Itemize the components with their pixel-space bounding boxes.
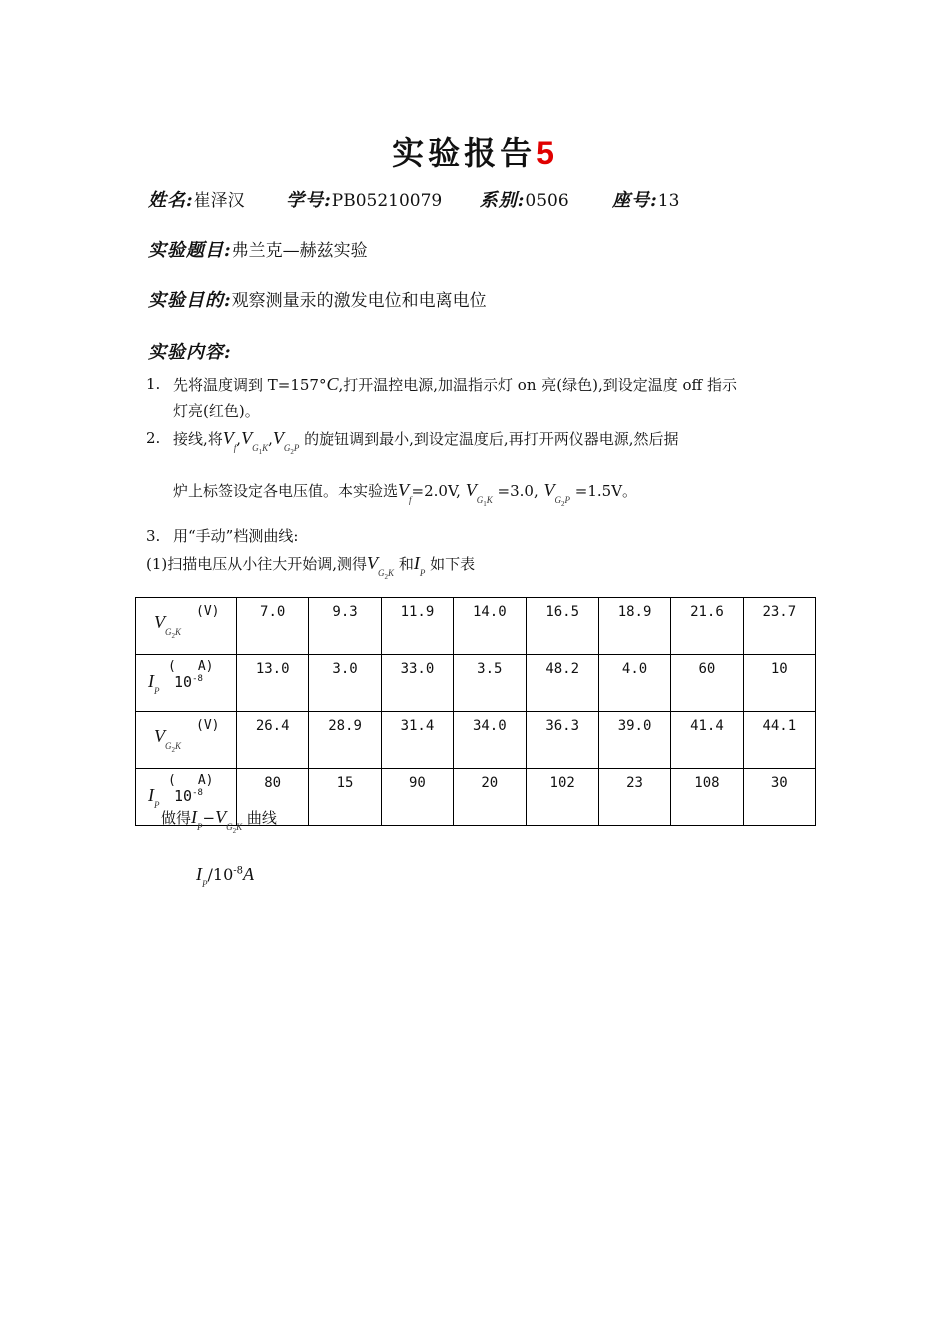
row-header-vg2k: $V_{G_2K}$ (V) [136, 598, 237, 655]
table-cell: 16.5 [526, 598, 598, 655]
table-cell: 28.9 [309, 712, 381, 769]
item-3-number: 3. [146, 527, 161, 545]
item-2-text-a: 接线,将 [173, 430, 223, 448]
symbol-i-p-2: $I_P$ [191, 807, 203, 832]
table-cell: 102 [526, 769, 598, 826]
item-3-sub-a: (1)扫描电压从小往大开始调,测得 [146, 555, 368, 573]
title-text: 实验报告 [392, 134, 537, 172]
topic-value: 弗兰克—赫兹实验 [231, 241, 368, 261]
table-cell: 36.3 [526, 712, 598, 769]
symbol-v-g1k: $V_{G_1K}$ [241, 428, 269, 456]
vg2p-value: =1.5V。 [574, 482, 638, 500]
table-cell: 10 [743, 655, 815, 712]
table-row [136, 712, 816, 769]
table-cell: 21.6 [671, 598, 743, 655]
symbol-v-g1k-2: $V_{G_1K}$ [465, 480, 493, 508]
seat-label: 座号: [612, 190, 658, 211]
symbol-v-f: $V_f$ [222, 428, 237, 453]
name-value: 崔泽汉 [193, 191, 245, 211]
table-cell: 34.0 [454, 712, 526, 769]
table-cell: 44.1 [743, 712, 815, 769]
curve-text-a: 做得 [161, 809, 192, 827]
table-cell: 18.9 [598, 598, 670, 655]
row-header-ip: $I_P$ ( A) $10^{-8}$ [136, 769, 237, 826]
item-1-text-b: ,打开温控电源,加温指示灯 on 亮(绿色),到设定温度 off 指示 [338, 376, 737, 394]
seat-value: 13 [657, 191, 680, 211]
table-cell: 15 [309, 769, 381, 826]
id-label: 学号: [286, 190, 332, 211]
table-cell: 60 [671, 655, 743, 712]
item-2-line-1 [173, 425, 678, 465]
vg1k-value: =3.0, [497, 482, 539, 500]
table-cell: 80 [237, 769, 309, 826]
item-1-line-1 [173, 371, 737, 398]
curve-text-b: 曲线 [246, 809, 277, 827]
item-1-unit: C [326, 374, 339, 394]
item-2-line-2 [173, 477, 637, 517]
measurement-table [135, 597, 816, 835]
table-cell: 4.0 [598, 655, 670, 712]
page-title [0, 128, 950, 174]
item-2-text-c: 炉上标签设定各电压值。本实验选 [173, 482, 399, 500]
item-1-text-a: 先将温度调到 T=157° [173, 376, 327, 394]
table-cell: 90 [381, 769, 453, 826]
symbol-i-p: $I_P$ [413, 553, 426, 578]
table-cell: 9.3 [309, 598, 381, 655]
symbol-v-g2p-2: $V_{G_2P}$ [543, 480, 570, 508]
comma-2: , [268, 430, 273, 448]
table-cell: 3.0 [309, 655, 381, 712]
symbol-v-g2k-2: $V_{G_2K}$ [215, 807, 243, 835]
item-3-sub-line [146, 550, 475, 590]
table-cell: 7.0 [237, 598, 309, 655]
table-row [136, 655, 816, 712]
topic-label: 实验题目: [148, 240, 232, 261]
table-cell: 108 [671, 769, 743, 826]
comma-1: , [236, 430, 242, 448]
table-cell: 41.4 [671, 712, 743, 769]
table-cell: 26.4 [237, 712, 309, 769]
table-cell: 23.7 [743, 598, 815, 655]
purpose-line [148, 286, 487, 312]
item-2-number: 2. [146, 429, 161, 447]
table-cell: 33.0 [381, 655, 453, 712]
curve-caption [161, 804, 277, 844]
table-cell: 13.0 [237, 655, 309, 712]
symbol-v-g2k: $V_{G_2K}$ [367, 553, 395, 581]
table-cell: 11.9 [381, 598, 453, 655]
dept-value: 0506 [525, 191, 569, 211]
id-value: PB05210079 [331, 191, 443, 211]
topic-line [148, 236, 368, 262]
purpose-value: 观察测量汞的激发电位和电离电位 [231, 291, 487, 311]
table-cell: 14.0 [454, 598, 526, 655]
purpose-label: 实验目的: [148, 290, 232, 311]
name-label: 姓名: [148, 190, 194, 211]
axis-label-ip: $I_P/10^{-8}A$ [196, 864, 254, 889]
item-2-text-b: 的旋钮调到最小,到设定温度后,再打开两仪器电源,然后据 [304, 430, 679, 448]
item-1-number: 1. [146, 375, 161, 393]
dept-label: 系别: [479, 190, 526, 211]
item-3-text: 用“手动”档测曲线: [173, 527, 299, 545]
dash: − [202, 809, 216, 827]
row-header-vg2k: $V_{G_2K}$ (V) [136, 712, 237, 769]
table-cell: 30 [743, 769, 815, 826]
item-3-sub-b: 如下表 [430, 555, 476, 573]
title-number: 5 [536, 135, 558, 171]
table-cell: 31.4 [381, 712, 453, 769]
row-header-ip: $I_P$ ( A) $10^{-8}$ [136, 655, 237, 712]
item-3-sub-and: 和 [398, 555, 414, 573]
vf-value: =2.0V, [411, 482, 461, 500]
symbol-v-f-2: $V_f$ [398, 480, 412, 505]
table-row [136, 598, 816, 655]
content-label-line [148, 338, 232, 364]
table-cell: 23 [598, 769, 670, 826]
table-cell: 20 [454, 769, 526, 826]
table-cell: 48.2 [526, 655, 598, 712]
symbol-v-g2p: $V_{G_2P}$ [272, 428, 300, 456]
table-cell: 3.5 [454, 655, 526, 712]
item-1-line-2: 灯亮(红色)。 [173, 402, 260, 420]
student-info-line [148, 186, 679, 212]
table-cell: 39.0 [598, 712, 670, 769]
content-label: 实验内容: [148, 342, 232, 363]
